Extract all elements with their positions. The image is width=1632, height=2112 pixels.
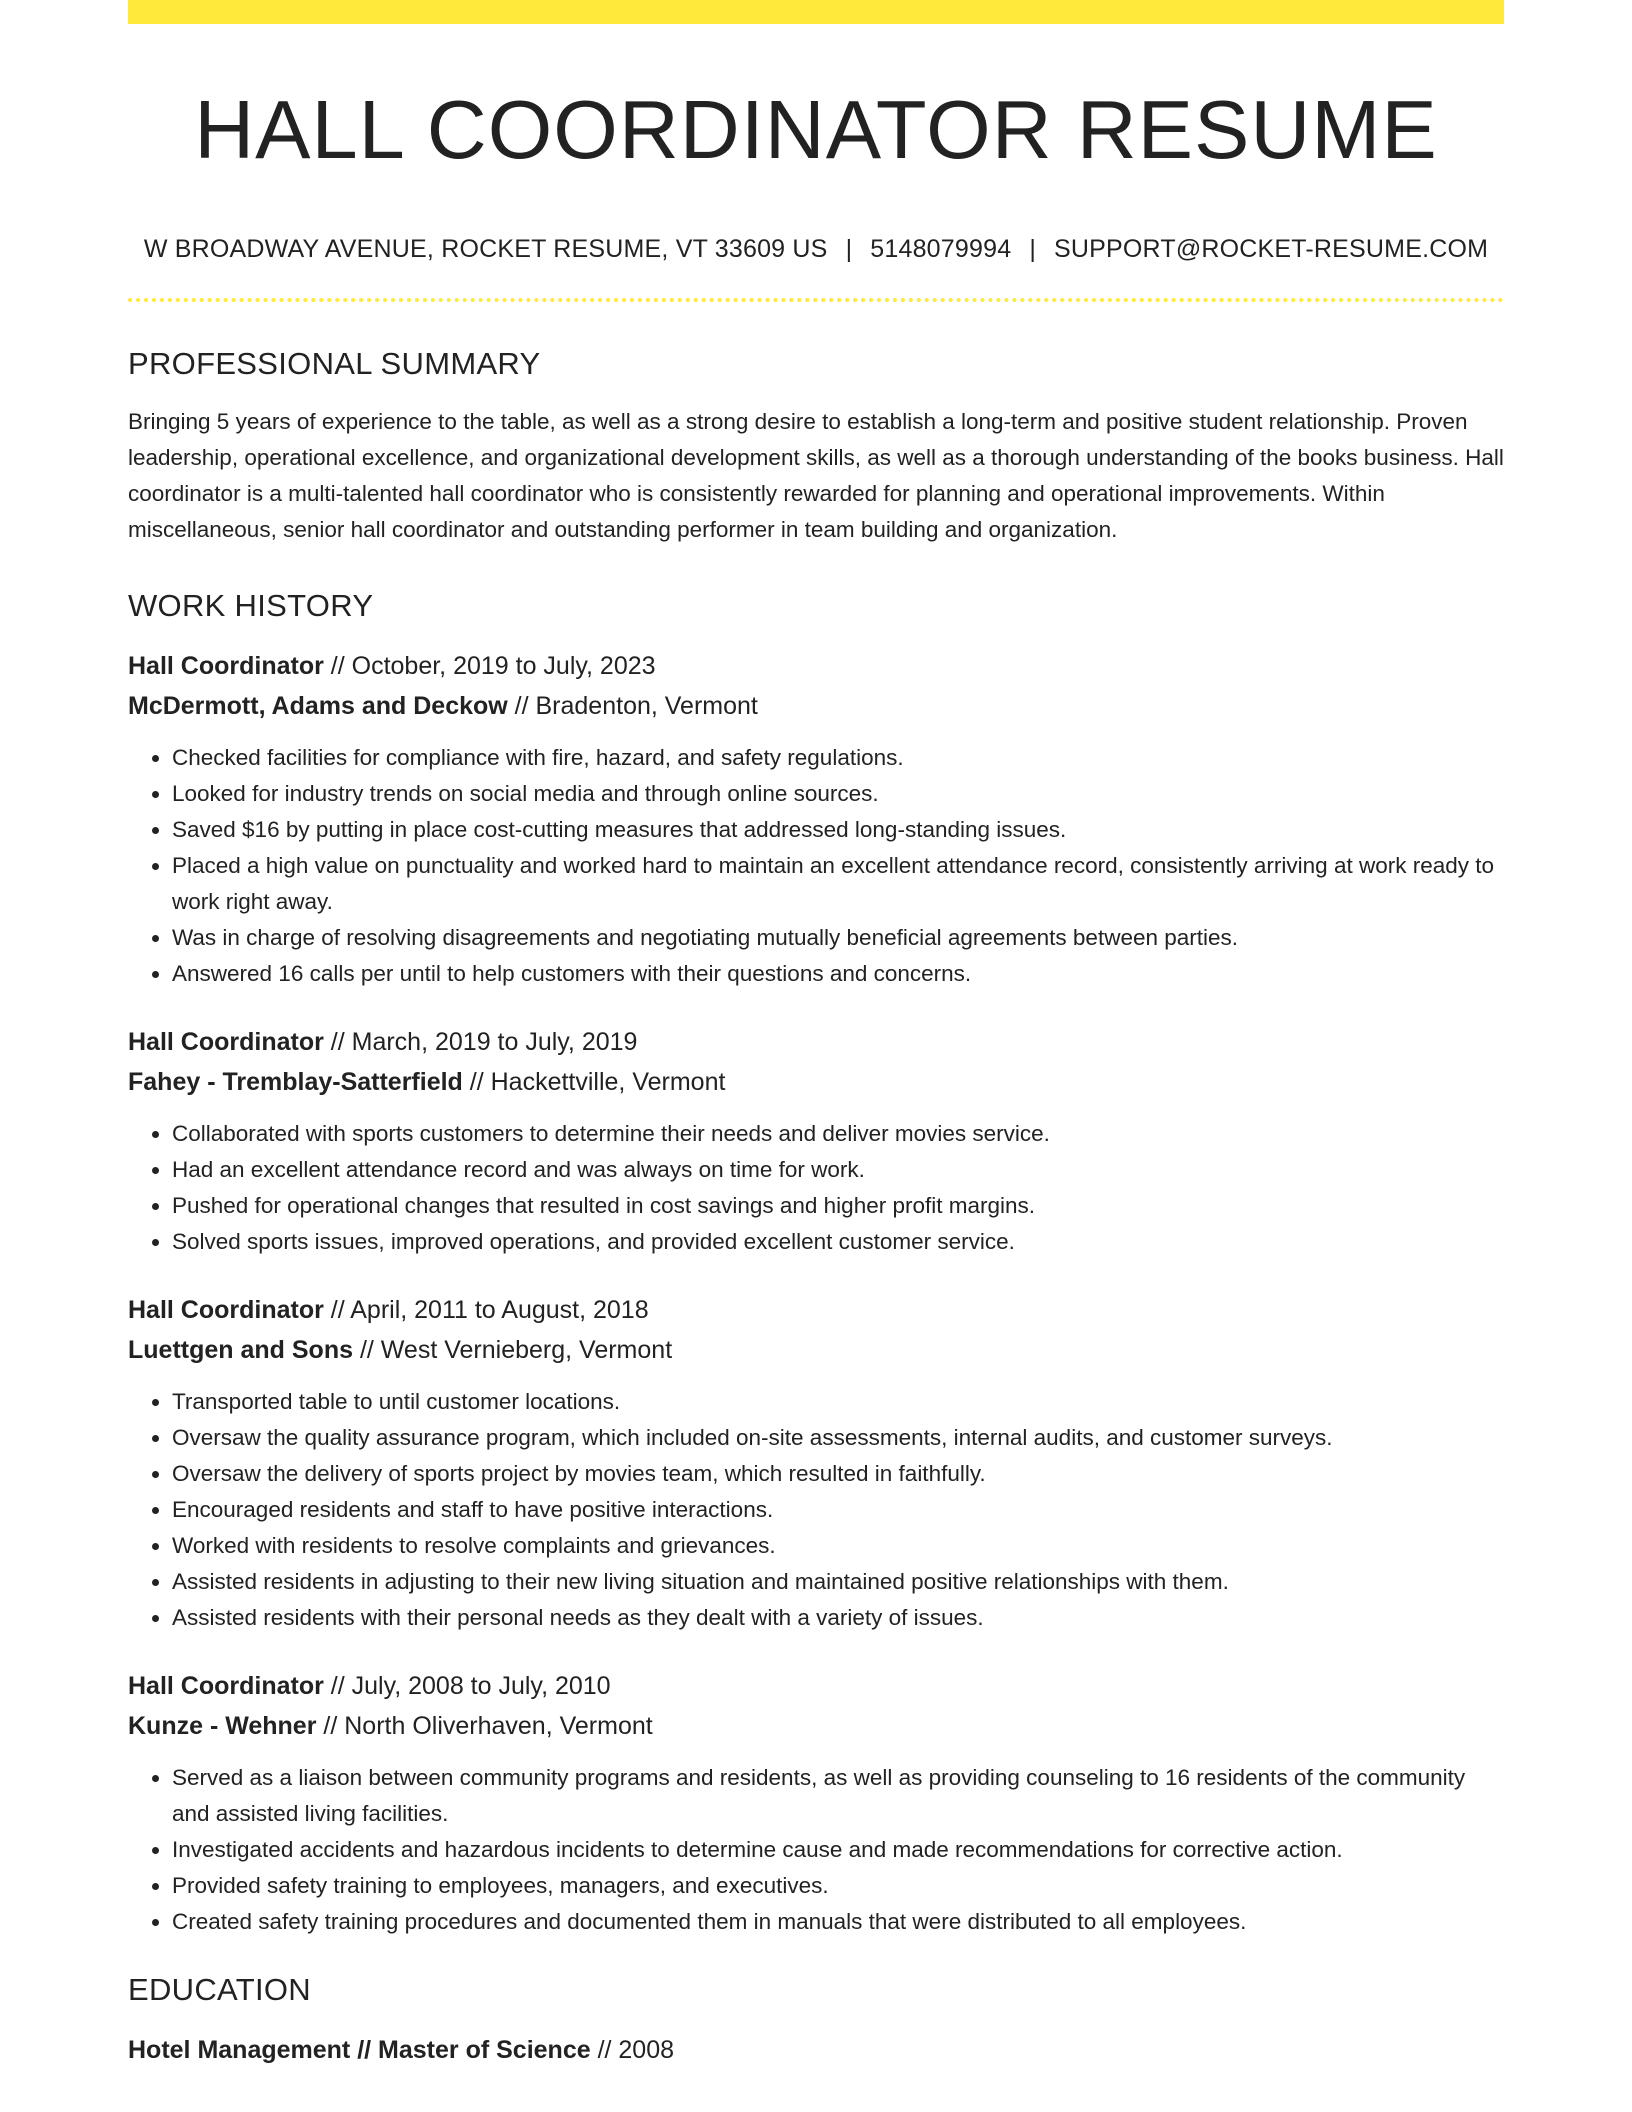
job-company: Fahey - Tremblay-Satterfield <box>128 1068 463 1097</box>
job-bullet: • Encouraged residents and staff to have positive interactions. <box>172 1492 1504 1528</box>
job-role: Hall Coordinator <box>128 1672 324 1701</box>
contact-separator: | <box>845 235 853 264</box>
job-bullet: • Had an excellent attendance record and was always on time for work. <box>172 1152 1504 1188</box>
job-bullets <box>128 1760 1504 1940</box>
job-dates: // October, 2019 to July, 2023 <box>323 652 656 681</box>
summary-text: Bringing 5 years of experience to the table, as well as a strong desire to establish a long-term and positive student relationship. Proven leadership, operational excellence, and organizational development skills, as well as a thorough understanding of the books business. Hall coordinator is a multi-talented hall coordinator who is consistently rewarded for planning and operational improvements. Within miscellaneous, senior hall coordinator and outstanding performer in team building and organization. <box>128 409 1504 543</box>
work-history-heading: WORK HISTORY <box>128 588 374 624</box>
job-bullet: • Assisted residents with their personal needs as they dealt with a variety of issues. <box>172 1600 1504 1636</box>
job-company: Kunze - Wehner <box>128 1712 317 1741</box>
job-company-line <box>128 1062 1504 1102</box>
job-company: McDermott, Adams and Deckow <box>128 692 508 721</box>
job-bullet: • Placed a high value on punctuality and worked hard to maintain an excellent attendance record, consistently arriving at work ready to work right away. <box>172 848 1504 920</box>
job-role-line <box>128 1022 1504 1062</box>
top-accent-bar <box>128 0 1504 24</box>
job-bullet: • Was in charge of resolving disagreements and negotiating mutually beneficial agreements between parties. <box>172 920 1504 956</box>
job-bullet: • Worked with residents to resolve complaints and grievances. <box>172 1528 1504 1564</box>
job-bullet: • Investigated accidents and hazardous incidents to determine cause and made recommendations for corrective action. <box>172 1832 1504 1868</box>
job-entry <box>128 1022 1504 1260</box>
job-location: // Bradenton, Vermont <box>507 692 758 721</box>
education-field: Hotel Management // Master of Science <box>128 2036 591 2065</box>
job-role-line <box>128 1666 1504 1706</box>
job-role-line <box>128 646 1504 686</box>
job-bullet: • Looked for industry trends on social media and through online sources. <box>172 776 1504 812</box>
job-entry <box>128 646 1504 992</box>
contact-phone: 5148079994 <box>870 235 1012 264</box>
job-role: Hall Coordinator <box>128 1296 324 1325</box>
dotted-divider <box>128 298 1504 302</box>
job-bullet: • Checked facilities for compliance with fire, hazard, and safety regulations. <box>172 740 1504 776</box>
summary-heading: PROFESSIONAL SUMMARY <box>128 346 541 382</box>
resume-title: HALL COORDINATOR RESUME <box>194 83 1438 176</box>
job-bullet: • Answered 16 calls per until to help customers with their questions and concerns. <box>172 956 1504 992</box>
education-year: // 2008 <box>590 2036 675 2065</box>
education-heading: EDUCATION <box>128 1972 311 2008</box>
job-company-line <box>128 1330 1504 1370</box>
job-role: Hall Coordinator <box>128 1028 324 1057</box>
job-bullet: • Created safety training procedures and documented them in manuals that were distributed to all employees. <box>172 1904 1504 1940</box>
work-history-list <box>128 646 1504 1940</box>
job-bullet: • Assisted residents in adjusting to their new living situation and maintained positive relationships with them. <box>172 1564 1504 1600</box>
job-company: Luettgen and Sons <box>128 1336 353 1365</box>
contact-line <box>128 235 1504 264</box>
contact-address: W BROADWAY AVENUE, ROCKET RESUME, VT 33609 US <box>143 235 828 264</box>
job-bullet: • Collaborated with sports customers to determine their needs and deliver movies service. <box>172 1116 1504 1152</box>
job-bullet: • Provided safety training to employees, managers, and executives. <box>172 1868 1504 1904</box>
job-bullet: • Served as a liaison between community programs and residents, as well as providing counseling to 16 residents of the community and assisted living facilities. <box>172 1760 1504 1832</box>
contact-separator: | <box>1029 235 1037 264</box>
job-bullet: • Pushed for operational changes that resulted in cost savings and higher profit margins. <box>172 1188 1504 1224</box>
job-dates: // July, 2008 to July, 2010 <box>323 1672 611 1701</box>
job-company-line <box>128 686 1504 726</box>
job-location: // West Vernieberg, Vermont <box>353 1336 673 1365</box>
job-bullets <box>128 1384 1504 1636</box>
education-entry <box>128 2030 1504 2070</box>
job-bullet: • Oversaw the quality assurance program, which included on-site assessments, internal audits, and customer surveys. <box>172 1420 1504 1456</box>
job-location: // Hackettville, Vermont <box>462 1068 726 1097</box>
education-list <box>128 2030 1504 2070</box>
job-dates: // March, 2019 to July, 2019 <box>323 1028 638 1057</box>
job-entry <box>128 1290 1504 1636</box>
job-entry <box>128 1666 1504 1940</box>
job-bullets <box>128 740 1504 992</box>
job-company-line <box>128 1706 1504 1746</box>
job-role-line <box>128 1290 1504 1330</box>
job-bullet: • Solved sports issues, improved operations, and provided excellent customer service. <box>172 1224 1504 1260</box>
job-bullet: • Transported table to until customer locations. <box>172 1384 1504 1420</box>
job-bullet: • Saved $16 by putting in place cost-cutting measures that addressed long-standing issues. <box>172 812 1504 848</box>
resume-page <box>128 0 1504 2070</box>
job-location: // North Oliverhaven, Vermont <box>316 1712 653 1741</box>
job-role: Hall Coordinator <box>128 652 324 681</box>
job-bullets <box>128 1116 1504 1260</box>
job-dates: // April, 2011 to August, 2018 <box>323 1296 649 1325</box>
job-bullet: • Oversaw the delivery of sports project by movies team, which resulted in faithfully. <box>172 1456 1504 1492</box>
contact-email: SUPPORT@ROCKET-RESUME.COM <box>1054 235 1489 264</box>
